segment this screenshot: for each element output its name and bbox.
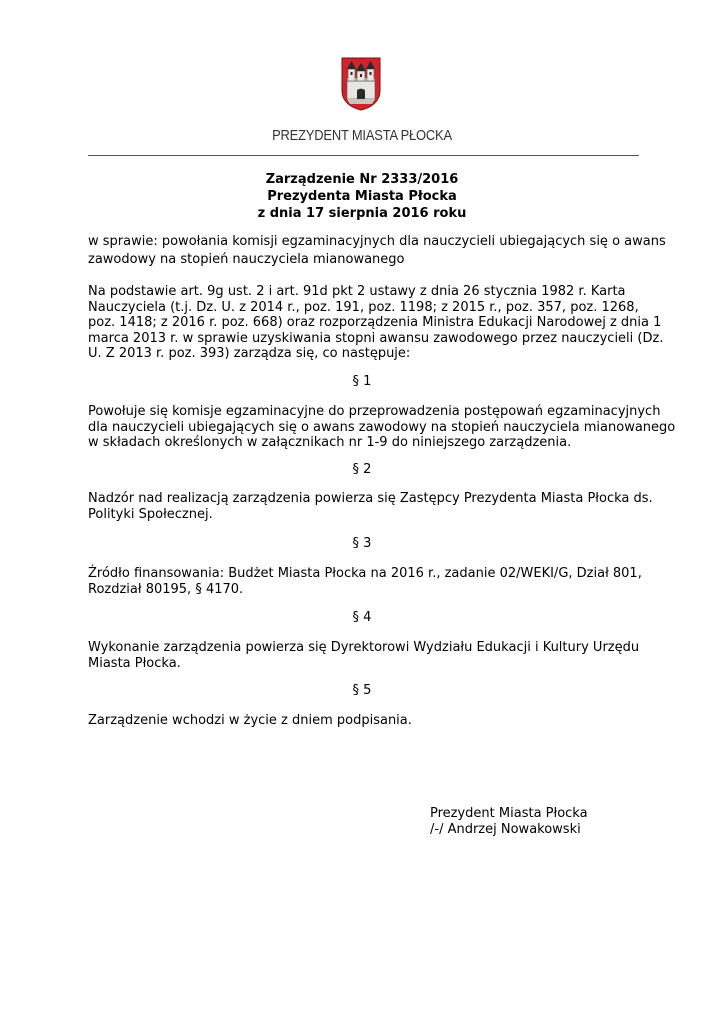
section-mark-2: § 2 — [352, 462, 372, 477]
basis-line: poz. 1418; z 2016 r. poz. 668) oraz rozporządzenia Ministra Edukacji Narodowej z dnia 1 — [88, 315, 662, 330]
title-line-2: Prezydenta Miasta Płocka — [267, 189, 457, 204]
section-2-line: Nadzór nad realizacją zarządzenia powierza się Zastępcy Prezydenta Miasta Płocka ds. — [88, 491, 653, 506]
section-mark-3: § 3 — [352, 536, 372, 551]
section-4-line: Miasta Płocka. — [88, 655, 181, 671]
section-2-line: Polityki Społecznej. — [88, 506, 213, 522]
header-title: PREZYDENT MIASTA PŁOCKA — [272, 127, 452, 144]
section-1-line: Powołuje się komisje egzaminacyjne do przeprowadzenia postępowań egzaminacyjnych — [88, 404, 661, 419]
section-2-text — [88, 491, 653, 522]
section-5-line: Zarządzenie wchodzi w życie z dniem podpisania. — [88, 713, 412, 728]
plock-coat-of-arms-icon — [341, 57, 381, 111]
section-4-line: Wykonanie zarządzenia powierza się Dyrektorowi Wydziału Edukacji i Kultury Urzędu — [88, 640, 640, 655]
section-mark-1: § 1 — [352, 374, 372, 389]
signature-name: /-/ Andrzej Nowakowski — [430, 822, 581, 837]
basis-line: U. Z 2013 r. poz. 393) zarządza się, co następuje: — [88, 346, 411, 361]
section-3-text — [88, 566, 642, 597]
section-1-line: dla nauczycieli ubiegających się o awans zawodowy na stopień nauczyciela mianowanego — [88, 419, 676, 435]
section-5-text — [88, 713, 639, 729]
section-1-line: w składach określonych w załącznikach nr 1-9 do niniejszego zarządzenia. — [88, 435, 572, 450]
basis-line: Na podstawie art. 9g ust. 2 i art. 91d pkt 2 ustawy z dnia 26 stycznia 1982 r. Karta — [88, 284, 626, 299]
subject-line: zawodowy na stopień nauczyciela mianowanego — [88, 252, 405, 267]
title-line-3: z dnia 17 sierpnia 2016 roku — [257, 206, 467, 221]
signature-title: Prezydent Miasta Płocka — [430, 806, 588, 821]
section-3-line: Rozdział 80195, § 4170. — [88, 581, 244, 597]
section-1-text — [88, 404, 676, 451]
section-mark-5: § 5 — [352, 683, 372, 698]
basis-line: marca 2013 r. w sprawie uzyskiwania stopni awansu zawodowego przez nauczycieli (Dz. — [88, 330, 664, 346]
section-3-line: Źródło finansowania: Budżet Miasta Płocka na 2016 r., zadanie 02/WEKI/G, Dział 801, — [88, 566, 642, 581]
document-title — [0, 171, 724, 222]
legal-basis-paragraph — [88, 284, 664, 362]
section-4-text — [88, 640, 639, 671]
signature-block — [430, 806, 588, 838]
title-line-1: Zarządzenie Nr 2333/2016 — [265, 172, 459, 187]
header-divider — [88, 155, 639, 156]
basis-line: Nauczyciela (t.j. Dz. U. z 2014 r., poz. 191, poz. 1198; z 2015 r., poz. 357, poz. 1268, — [88, 299, 639, 315]
subject-line: w sprawie: powołania komisji egzaminacyjnych dla nauczycieli ubiegających się o awans — [88, 234, 666, 249]
subject-paragraph — [88, 233, 666, 269]
section-mark-4: § 4 — [352, 610, 372, 625]
